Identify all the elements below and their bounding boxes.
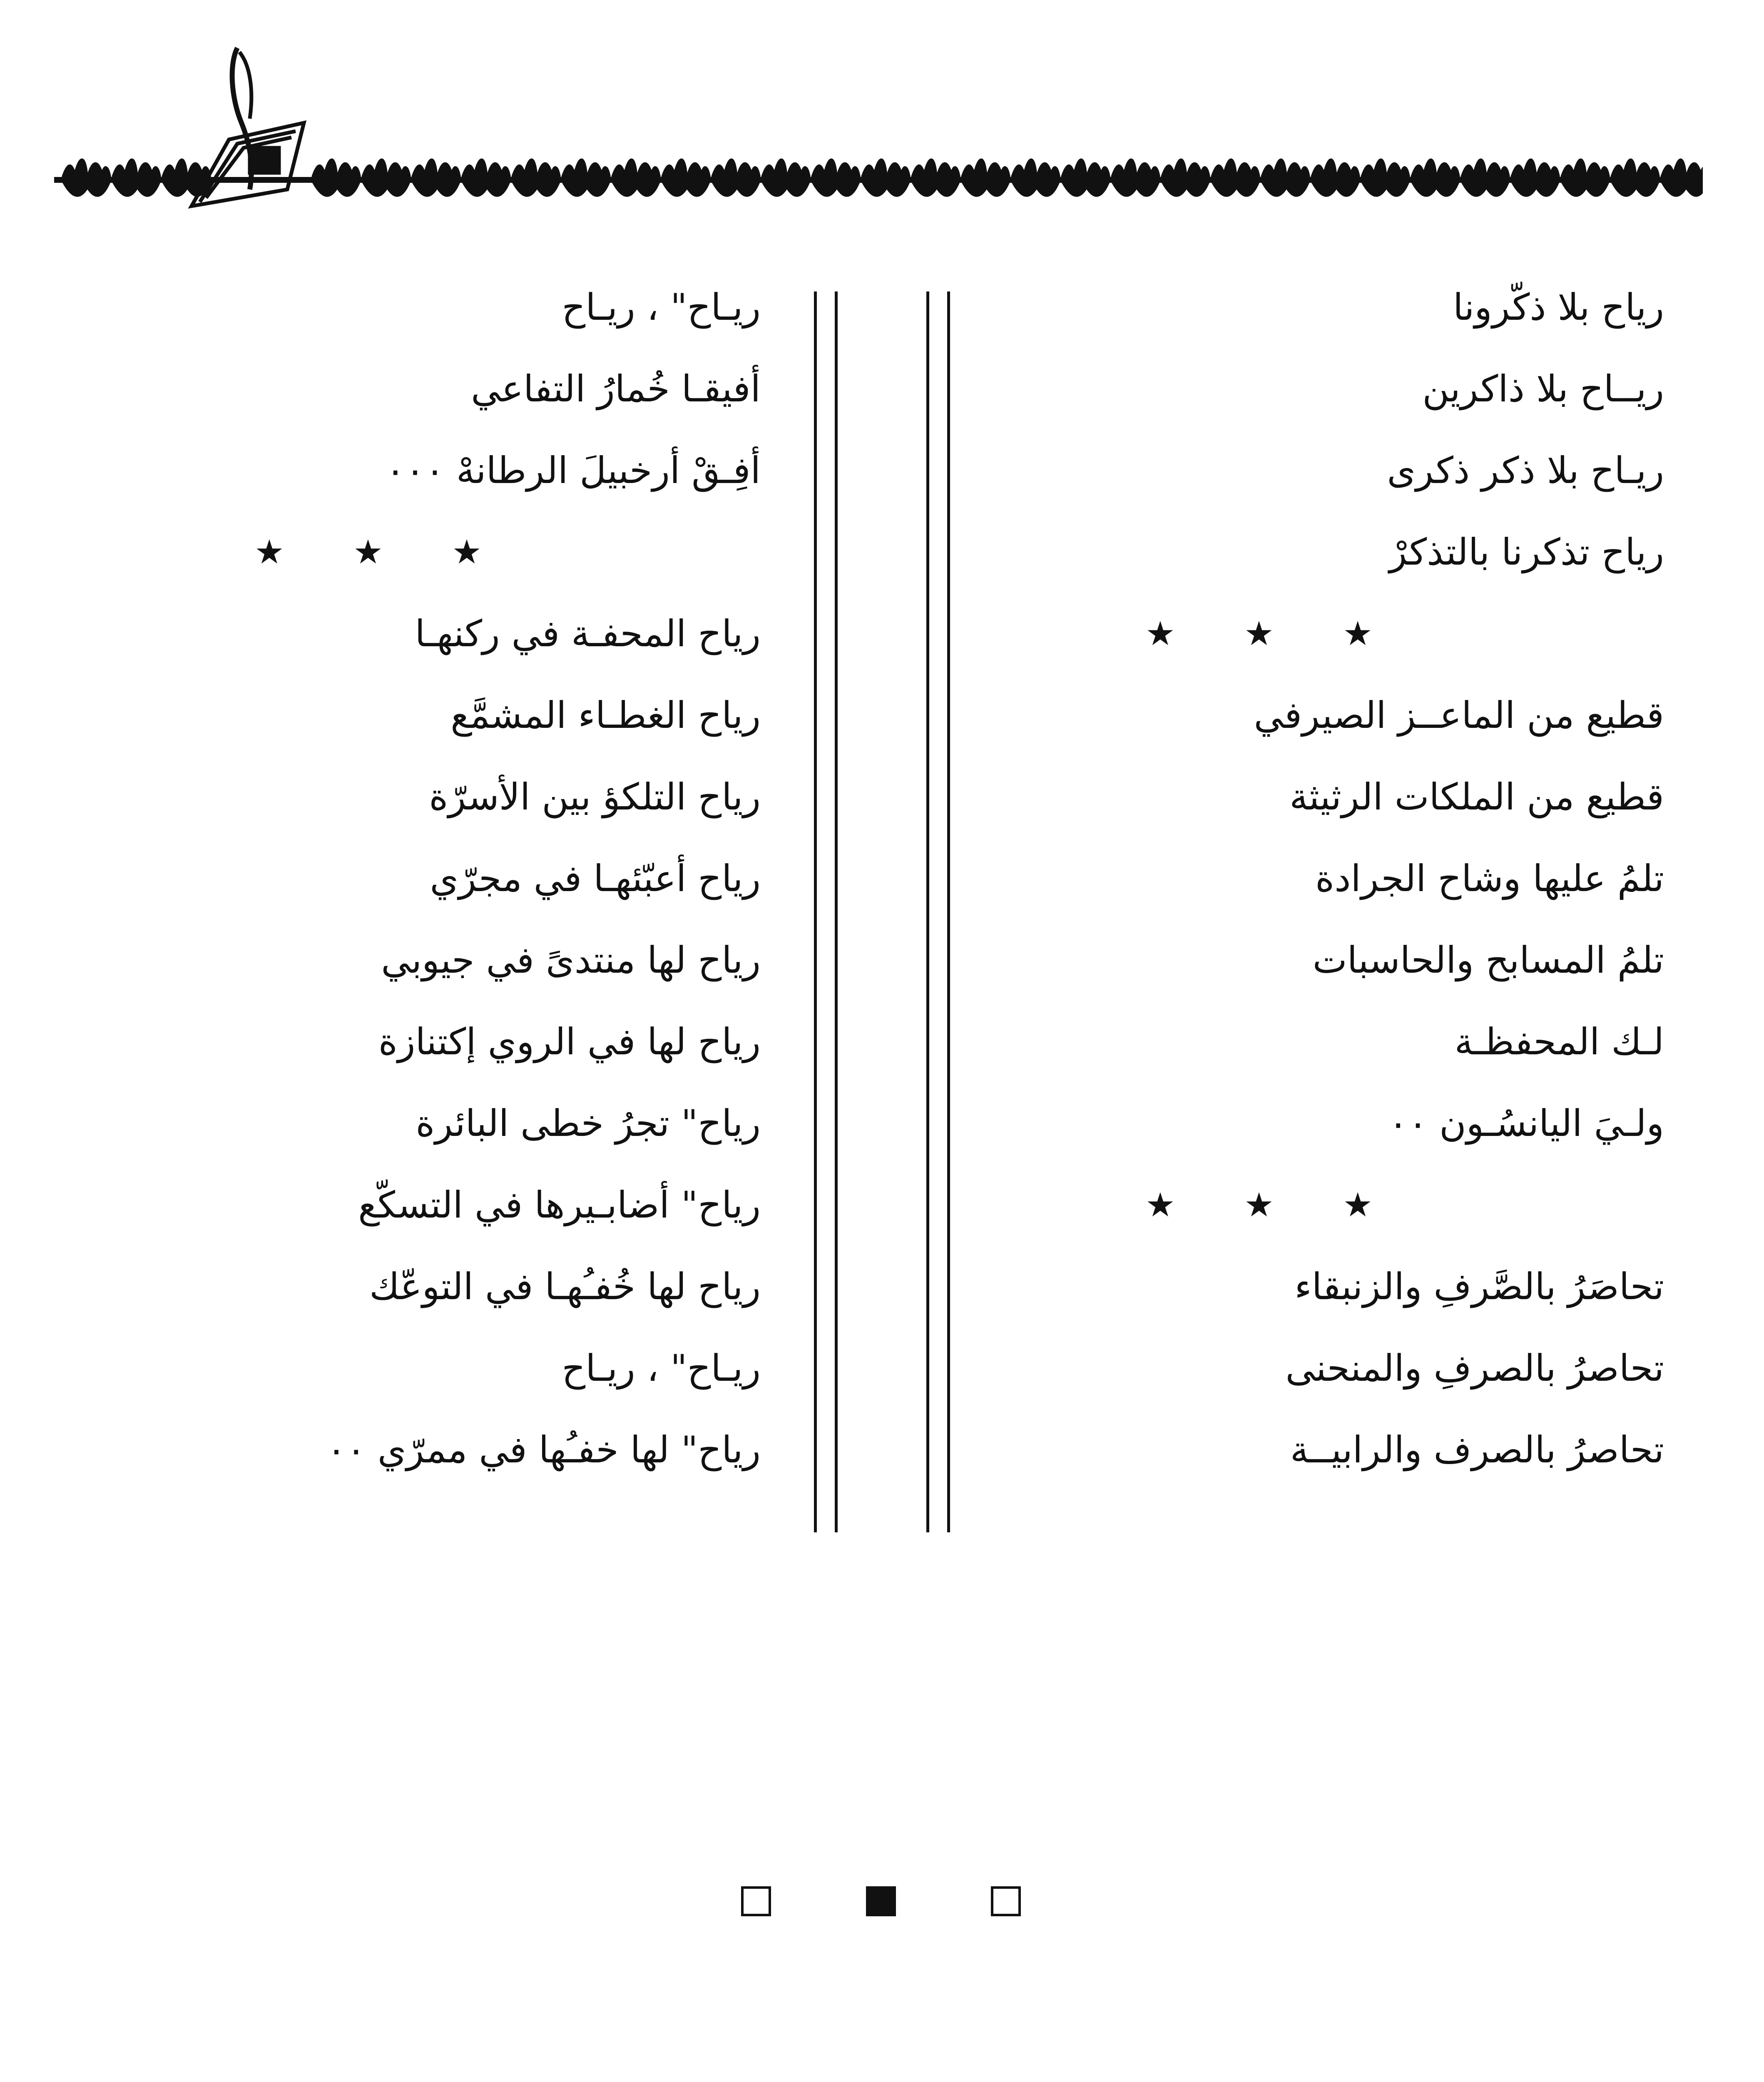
filled-square-icon	[866, 1886, 896, 1916]
stanza-separator-stars: ★ ★ ★	[254, 533, 511, 571]
poem-line: أفيقـا خُمارُ التفاعي	[471, 367, 761, 410]
poem-line: لـك المحفظـة	[1454, 1020, 1664, 1063]
poem-line: أفِـقْ أرخبيلَ الرطانهْ ٠٠٠	[386, 449, 761, 492]
decorative-frieze	[54, 159, 1703, 197]
poem-line: تحاصَرُ بالصَّرفِ والزنبقاء	[1294, 1265, 1664, 1308]
stanza-separator-stars: ★ ★ ★	[1145, 614, 1402, 653]
poem-line: رياح" لها خفـُها في ممرّي ٠٠	[326, 1428, 761, 1471]
poem-line: قطيع من الماعــز الصيرفي	[1254, 694, 1664, 737]
poem-line: رياح" تجرُ خطى البائرة	[415, 1102, 761, 1145]
poem-line: رياح لها خُفـُهـا في التوعّك	[369, 1265, 761, 1308]
end-of-poem-marks	[741, 1886, 1033, 1924]
stanza-separator-stars: ★ ★ ★	[1145, 1185, 1402, 1224]
poem-line: رياح بلا ذكّرونا	[1453, 286, 1664, 329]
poem-line: تلمُ عليها وشاح الجرادة	[1315, 857, 1664, 900]
column-divider	[947, 291, 950, 1532]
poem-line: ريـاح" ، ريـاح	[562, 1347, 761, 1390]
poem-line: رياح التلكؤ بين الأسرّة	[429, 775, 761, 818]
poem-column-left	[136, 266, 761, 1491]
header-ornament	[54, 40, 1703, 214]
poem-line: ريــاح بلا ذاكرين	[1422, 367, 1664, 410]
poem-line: رياح المحفـة في ركنهـا	[415, 612, 761, 655]
poem-line: رياح الغطـاء المشمَّع	[450, 694, 761, 737]
poem-line: تلمُ المسابح والحاسبات	[1312, 939, 1664, 981]
poem-line: تحاصرُ بالصرف والرابيــة	[1290, 1428, 1664, 1471]
poem-line: رياح تذكرنا بالتذكرْ	[1389, 530, 1664, 573]
outline-square-icon	[991, 1886, 1021, 1916]
outline-square-icon	[741, 1886, 771, 1916]
poem-line: ريـاح" ، ريـاح	[562, 286, 761, 329]
poem-line: قطيع من الملكات الرثيثة	[1289, 775, 1664, 818]
column-divider	[814, 291, 817, 1532]
poem-line: ولـيَ اليانسُـون ٠٠	[1388, 1102, 1664, 1145]
poem-line: رياح لها منتدىً في جيوبي	[381, 939, 761, 981]
poem-line: رياح أعبّئهـا في مجرّي	[430, 857, 761, 900]
poem-line: رياح" أضابـيرها في التسكّع	[358, 1183, 761, 1226]
poem-column-right	[1040, 266, 1664, 1491]
poem-line: تحاصرُ بالصرفِ والمنحنى	[1285, 1347, 1664, 1390]
poem-line: ريـاح بلا ذكر ذكرى	[1387, 449, 1664, 492]
column-divider	[926, 291, 929, 1532]
column-divider	[835, 291, 838, 1532]
poem-line: رياح لها في الروي إكتنازة	[378, 1020, 761, 1063]
